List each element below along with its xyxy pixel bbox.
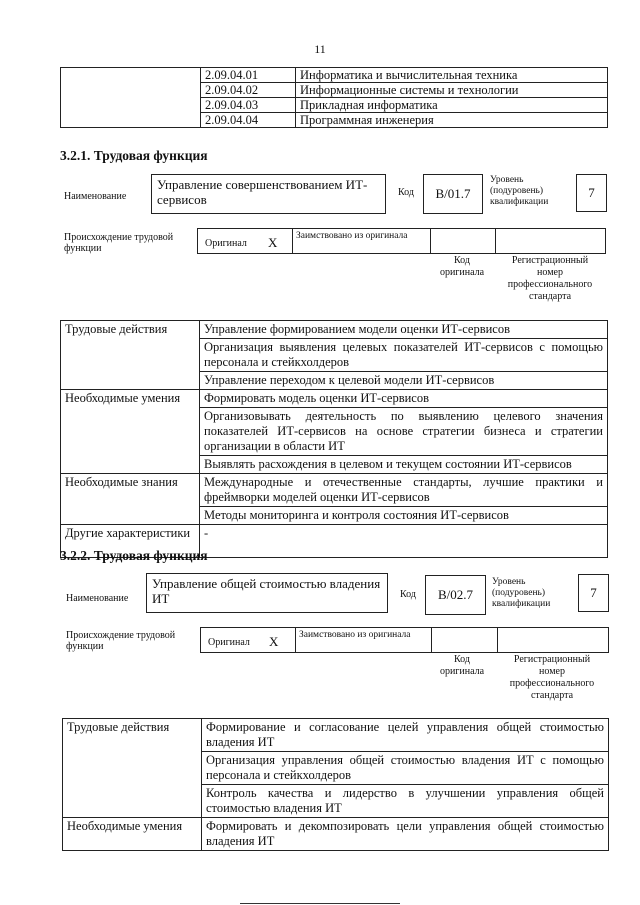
level-value: 7: [578, 574, 609, 612]
table-cell: Методы мониторинга и контроля состояния ИТ-сервисов: [200, 507, 608, 525]
table-cell: Контроль качества и лидерство в улучшении управления общей стоимостью владения ИТ: [202, 785, 609, 818]
table-row: [61, 321, 608, 339]
table-cell: Формировать модель оценки ИТ-сервисов: [200, 390, 608, 408]
section-title: 3.2.2. Трудовая функция: [60, 548, 208, 563]
table-cell: Формировать и декомпозировать цели управления общей стоимостью владения ИТ: [202, 818, 609, 851]
name-label: Наименование: [64, 191, 127, 202]
borrowed-label: Заимствовано из оригинала: [296, 231, 408, 241]
footer-rule: [240, 903, 400, 904]
function-name: Управление общей стоимостью владения ИТ: [146, 573, 388, 613]
table-row: [63, 818, 609, 851]
divider: [495, 228, 496, 254]
spec-code: 2.09.04.04: [201, 113, 296, 128]
row-header: Трудовые действия: [63, 719, 202, 818]
row-header: Трудовые действия: [61, 321, 200, 390]
function-code: B/02.7: [425, 575, 486, 615]
divider: [292, 228, 293, 254]
spec-name: Прикладная информатика: [296, 98, 608, 113]
row-header: Необходимые знания: [61, 474, 200, 525]
table-cell: Организация управления общей стоимостью владения ИТ с помощью персонала и стейкхолдеров: [202, 752, 609, 785]
table-row: [63, 719, 609, 752]
specialties-table: [60, 67, 608, 128]
origin-label: Происхождение трудовой функции: [64, 232, 174, 254]
origin-box: [200, 627, 609, 653]
table-cell: Управление формированием модели оценки ИТ-сервисов: [200, 321, 608, 339]
spec-code: 2.09.04.01: [201, 68, 296, 83]
orig-code-caption: Код оригинала: [439, 654, 485, 677]
origin-label: Происхождение трудовой функции: [66, 630, 176, 652]
code-label: Код: [398, 187, 414, 198]
function-table: [60, 320, 608, 558]
row-header: Другие характеристики: [61, 525, 200, 558]
original-mark: X: [269, 634, 279, 649]
level-label: Уровень (подуровень) квалификации: [492, 577, 551, 609]
original-mark: X: [268, 235, 278, 250]
section-title: 3.2.1. Трудовая функция: [60, 148, 208, 163]
borrowed-label: Заимствовано из оригинала: [299, 630, 411, 640]
divider: [497, 627, 498, 653]
table-cell: Выявлять расхождения в целевом и текущем состоянии ИТ-сервисов: [200, 456, 608, 474]
reg-number-caption: Регистрационный номер профессионального стандарта: [507, 255, 593, 302]
table-cell: Международные и отечественные стандарты, лучшие практики и фреймворки моделей оценки ИТ-сервисов: [200, 474, 608, 507]
table-row: [61, 68, 608, 83]
spec-name: Информационные системы и технологии: [296, 83, 608, 98]
divider: [430, 228, 431, 254]
original-label: Оригинал: [208, 637, 250, 648]
table-row: [61, 474, 608, 507]
level-value: 7: [576, 174, 607, 212]
row-header: Необходимые умения: [61, 390, 200, 474]
spec-code: 2.09.04.02: [201, 83, 296, 98]
spec-code: 2.09.04.03: [201, 98, 296, 113]
code-label: Код: [400, 589, 416, 600]
row-header: Необходимые умения: [63, 818, 202, 851]
table-cell: Организация выявления целевых показателей ИТ-сервисов с помощью персонала и стейкхолдеров: [200, 339, 608, 372]
name-label: Наименование: [66, 593, 129, 604]
spec-name: Программная инженерия: [296, 113, 608, 128]
function-name: Управление совершенствованием ИТ-сервисов: [151, 174, 386, 214]
original-label: Оригинал: [205, 238, 247, 249]
spec-name: Информатика и вычислительная техника: [296, 68, 608, 83]
page-number: 11: [314, 42, 326, 56]
divider: [295, 627, 296, 653]
table-cell: Управление переходом к целевой модели ИТ-сервисов: [200, 372, 608, 390]
function-code: B/01.7: [423, 174, 483, 214]
origin-box: [197, 228, 606, 254]
reg-number-caption: Регистрационный номер профессионального стандарта: [509, 654, 595, 701]
function-table: [62, 718, 609, 851]
orig-code-caption: Код оригинала: [439, 255, 485, 278]
table-cell: Формирование и согласование целей управления общей стоимостью владения ИТ: [202, 719, 609, 752]
table-cell: -: [200, 525, 608, 558]
table-row: [61, 390, 608, 408]
divider: [431, 627, 432, 653]
level-label: Уровень (подуровень) квалификации: [490, 175, 549, 207]
table-cell: Организовывать деятельность по выявлению целевого значения показателей ИТ-сервисов на основе стратегии бизнеса и стратегии организации в области ИТ: [200, 408, 608, 456]
